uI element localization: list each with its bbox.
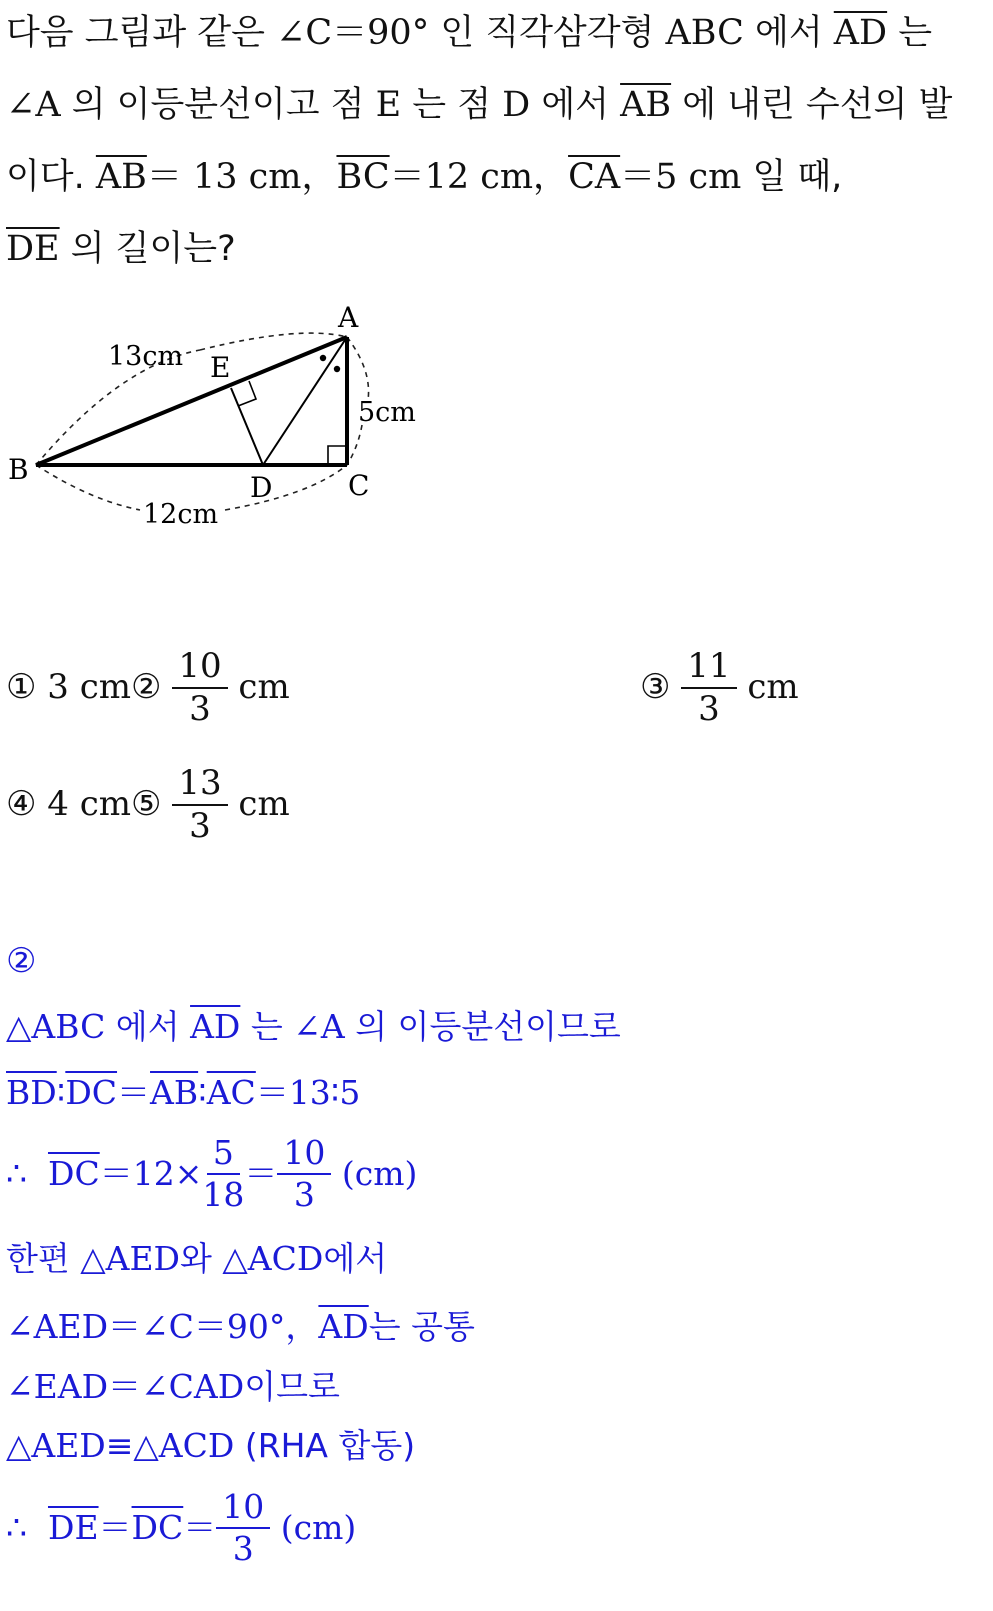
choice-3-mark: ③: [640, 666, 671, 707]
angle-c: ∠C＝90°: [276, 13, 430, 53]
length-bc: ＝12 cm，: [389, 157, 569, 197]
choice-3-numerator: 11: [681, 648, 736, 689]
segment-ac: $\overline{AC}$: [206, 1073, 256, 1112]
label-e: E: [210, 351, 231, 384]
dimension-arc-bc-right: [225, 465, 347, 510]
choice-2-numerator: 10: [172, 648, 227, 689]
question-text: 는 점: [401, 85, 503, 125]
segment-de-line: [231, 388, 263, 465]
dimension-arc-ca-top: [347, 337, 369, 400]
label-a: A: [338, 301, 359, 334]
dimension-arc-bc-left: [36, 465, 140, 510]
choice-2[interactable]: [131, 646, 290, 730]
side-ab: [36, 337, 347, 465]
segment-de: $\overline{DE}$: [6, 229, 60, 269]
equals-sign: ＝: [183, 1508, 217, 1547]
segment-bc: $\overline{BC}$: [336, 157, 390, 197]
fraction-denominator: 3: [232, 1529, 254, 1568]
fraction-numerator: 10: [277, 1135, 331, 1175]
segment-ab: $\overline{AB}$: [150, 1073, 199, 1112]
triangle-abc: ABC: [665, 13, 744, 53]
fraction-denominator: 18: [202, 1175, 245, 1214]
choice-1[interactable]: [6, 667, 131, 707]
fraction-numerator: 10: [216, 1489, 270, 1529]
solution-line-5: [6, 1304, 475, 1350]
congruence-statement: △AED≡△ACD: [6, 1426, 235, 1465]
segment-dc: $\overline{DC}$: [47, 1154, 100, 1193]
solution-text: 이므로: [244, 1367, 340, 1406]
length-ab: ＝ 13 cm，: [146, 157, 337, 197]
point-d: D: [502, 85, 531, 125]
dimension-arc-ca-bottom: [347, 425, 362, 465]
solution-text: 한편: [6, 1239, 81, 1278]
point-e: E: [375, 85, 402, 125]
question-line-3: [6, 152, 842, 202]
angle-dot-1: [320, 355, 326, 361]
question-line-2: [6, 80, 952, 130]
triangle-aed: △AED: [80, 1239, 181, 1278]
ratio-colon: ∶: [56, 1073, 66, 1112]
right-angle-c-mark: [328, 446, 347, 465]
segment-ca: $\overline{CA}$: [568, 157, 621, 197]
segment-dc: $\overline{DC}$: [131, 1508, 184, 1547]
equals-sign: ＝: [244, 1154, 278, 1193]
choice-5-unit: cm: [238, 783, 290, 824]
label-c: C: [348, 469, 370, 502]
solution-line-1: [6, 1004, 621, 1050]
segment-ab: $\overline{AB}$: [620, 85, 672, 125]
length-ca: ＝5 cm: [620, 157, 742, 197]
therefore-symbol: ∴: [6, 1154, 27, 1193]
solution-text: 는: [240, 1007, 294, 1046]
question-text: 의 이등분선이고 점: [60, 85, 376, 125]
fraction-denominator: 3: [293, 1175, 315, 1214]
segment-ad: $\overline{AD}$: [833, 13, 888, 53]
choice-1-mark: ①: [6, 666, 37, 707]
solution-line-7: [6, 1423, 415, 1469]
question-text: 일 때,: [741, 157, 843, 197]
question-text: 이다.: [6, 157, 96, 197]
choice-5-mark: ⑤: [131, 783, 162, 824]
angle-a: ∠A: [293, 1007, 345, 1046]
ratio-colon: ∶: [198, 1073, 207, 1112]
solution-text: 와: [180, 1239, 223, 1278]
segment-bd: $\overline{BD}$: [6, 1073, 57, 1112]
question-text: 에 내린 수선의 발: [671, 85, 953, 125]
question-text: 에서: [743, 13, 834, 53]
answer-mark: ②: [6, 941, 37, 981]
equals-sign: ＝: [98, 1508, 132, 1547]
question-text: 에서: [530, 85, 621, 125]
question-text: 다음 그림과 같은: [6, 13, 277, 53]
angle-a: ∠A: [6, 85, 61, 125]
angle-equation: ∠EAD＝∠CAD: [6, 1367, 245, 1406]
solution-text: 에서: [323, 1239, 388, 1278]
solution-text: ＝12×: [99, 1154, 203, 1193]
solution-text: △ABC 에서: [6, 1007, 191, 1046]
ratio-value: ＝13∶5: [255, 1073, 361, 1112]
choice-2-mark: ②: [131, 666, 162, 707]
choice-row-2: [6, 765, 290, 846]
dimension-label-ab: 13cm: [108, 341, 184, 372]
choice-5[interactable]: [131, 763, 290, 847]
segment-dc: $\overline{DC}$: [65, 1073, 118, 1112]
segment-ad: $\overline{AD}$: [190, 1007, 241, 1046]
solution-text: 의 이등분선이므로: [344, 1007, 621, 1046]
choice-5-numerator: 13: [172, 765, 227, 806]
choice-row-1: [6, 648, 290, 729]
angle-equation: ∠AED＝∠C＝90°，: [6, 1307, 319, 1346]
equals-sign: ＝: [117, 1073, 151, 1112]
triangle-acd: △ACD: [222, 1239, 324, 1278]
choice-4-mark: ④: [6, 783, 37, 824]
choice-3-denominator: 3: [698, 689, 720, 730]
choice-2-unit: cm: [238, 666, 290, 707]
solution-line-8: [6, 1488, 356, 1568]
segment-ab: $\overline{AB}$: [95, 157, 147, 197]
label-b: B: [8, 453, 29, 486]
dimension-label-bc: 12cm: [143, 499, 219, 530]
segment-de: $\overline{DE}$: [47, 1508, 99, 1547]
question-line-4: [6, 224, 236, 274]
question-text: 인 직각삼각형: [429, 13, 666, 53]
triangle-figure: [0, 295, 460, 535]
choice-5-denominator: 3: [189, 806, 211, 847]
question-text: 는: [887, 13, 933, 53]
unit-cm: (cm): [341, 1154, 418, 1193]
solution-line-2: [6, 1070, 360, 1116]
choice-3-unit: cm: [747, 666, 799, 707]
dimension-label-ca: 5cm: [358, 397, 416, 428]
fraction-numerator: 5: [207, 1135, 240, 1175]
choice-4[interactable]: [6, 784, 131, 824]
label-d: D: [250, 471, 273, 504]
angle-dot-2: [334, 366, 340, 372]
segment-ad: $\overline{AD}$: [318, 1307, 369, 1346]
solution-line-6: [6, 1364, 340, 1410]
choice-1-value: 3 cm: [47, 666, 132, 707]
therefore-symbol: ∴: [6, 1508, 27, 1547]
solution-text: (RHA 합동): [234, 1426, 416, 1465]
solution-line-3: [6, 1134, 417, 1214]
solution-line-4: [6, 1236, 387, 1282]
question-line-1: [6, 8, 932, 58]
choice-4-value: 4 cm: [47, 783, 132, 824]
question-text: 의 길이는?: [59, 229, 236, 269]
choice-3[interactable]: [640, 648, 799, 729]
right-angle-e-mark: [238, 381, 256, 406]
unit-cm: (cm): [280, 1508, 357, 1547]
choice-2-denominator: 3: [189, 689, 211, 730]
solution-text: 는 공통: [368, 1307, 475, 1346]
